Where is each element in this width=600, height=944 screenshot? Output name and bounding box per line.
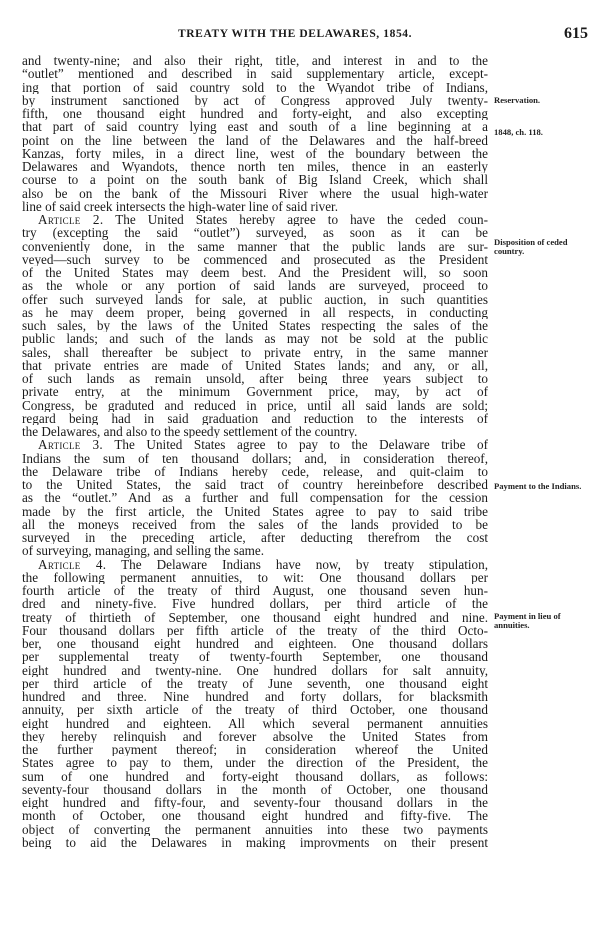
running-header xyxy=(0,25,600,48)
margin-note-payment-in-lieu-of-annuities: Payment in lieu of annuities. xyxy=(494,611,561,630)
text-line: Four thousand dollars per fifth article of the treaty of the third Octo- xyxy=(22,623,488,637)
treaty-body-text xyxy=(22,54,488,862)
text-line: States agree to pay to them, under the direction of the President, the xyxy=(22,756,488,770)
article-4-label: Article 4. xyxy=(38,557,107,571)
text-line: as the whole or any portion of said lands are surveyed, proceed to xyxy=(22,279,488,293)
article-2-first-line xyxy=(22,213,488,226)
page-number: 615 xyxy=(564,25,588,42)
text-line: Kanzas, forty miles, in a direct line, west of the boundary between the xyxy=(22,146,488,160)
article-3-opening-text: The United States agree to pay to the Delaware tribe of xyxy=(114,438,488,452)
text-line xyxy=(22,849,488,862)
text-line: by instrument sanctioned by act of Congress approved July twenty- xyxy=(22,93,488,107)
text-line: surveyed in the preceding article, after deducting therefrom the cost xyxy=(22,531,488,545)
text-line: such sales, by the laws of the United States respecting the sales of the xyxy=(22,319,488,333)
text-line: ing that portion of said country sold to the Wyandot tribe of Indians, xyxy=(22,80,488,94)
text-line: of surveying, managing, and selling the same. xyxy=(22,544,265,558)
text-line: as he may deem proper, being governed in all respects, in conducting xyxy=(22,305,488,319)
text-line: of the United States may deem best. And the President will, so soon xyxy=(22,266,488,280)
text-line: and twenty-nine; and also their right, title, and interest in and to the xyxy=(22,54,488,68)
text-line: “outlet” mentioned and described in said supplementary article, except- xyxy=(22,67,488,81)
text-line: made by the first article, the United States agree to pay to said tribe xyxy=(22,504,488,518)
text-line: offer such surveyed lands for sale, at public auction, in such quantities xyxy=(22,292,488,306)
text-line: try (excepting the said “outlet”) surveyed, as soon as it can be xyxy=(22,226,488,240)
text-line: of such lands as remain unsold, after being three years subject to xyxy=(22,372,488,386)
text-line: point on the line between the land of the Delawares and the half-breed xyxy=(22,133,488,147)
text-line: hundred and three. Nine hundred and forty dollars, for blacksmith xyxy=(22,690,488,704)
text-line: they hereby relinquish and forever absolve the United States from xyxy=(22,729,488,743)
text-line: the following permanent annuities, to wit: One thousand dollars per xyxy=(22,570,488,584)
text-line: object of converting the permanent annuities into these two payments xyxy=(22,822,488,836)
text-line: that part of said country lying east and south of a line beginning at a xyxy=(22,120,488,134)
article-2-label: Article 2. xyxy=(38,213,104,227)
text-line: line of said creek intersects the high-water line of said river. xyxy=(22,199,339,213)
text-line: per supplemental treaty of twenty-fourth September, one thousand xyxy=(22,650,488,664)
text-line: month of October, one thousand eight hundred and fifty-five. The xyxy=(22,809,488,823)
text-line: eight hundred and eighteen. All which several permanent annuities xyxy=(22,716,488,730)
margin-note-reservation: Reservation. xyxy=(494,95,541,105)
article-3-first-line xyxy=(22,438,488,451)
text-line: to the United States, the said tract of country hereinbefore described xyxy=(22,478,488,492)
text-line: being to aid the Delawares in making improvments on their present xyxy=(22,835,488,849)
text-line: eight hundred and twenty-nine. One hundred dollars for salt annuity, xyxy=(22,663,488,677)
margin-note-payment-to-indians: Payment to the Indians. xyxy=(494,481,582,491)
text-line: sales, shall thereafter be subject to private entry, in the same manner xyxy=(22,345,488,359)
text-line: course to a point on the south bank of Big Island Creek, which shall xyxy=(22,173,488,187)
text-line: all the moneys received from the sales of the lands provided to be xyxy=(22,517,488,531)
text-line: that private entries are made of United States lands; and any, or all, xyxy=(22,358,488,372)
article-4-opening-text: The Delaware Indians have now, by treaty stipulation, xyxy=(121,557,488,571)
text-line: Indians the sum of ten thousand dollars; and, in consideration thereof, xyxy=(22,451,488,465)
article-2-opening-text: The United States hereby agree to have the ceded coun- xyxy=(115,213,488,227)
text-line: fourth article of the treaty of third August, one thousand seven hun- xyxy=(22,584,488,598)
header-title: TREATY WITH THE DELAWARES, 1854. xyxy=(178,28,413,40)
text-line: public lands; and such of the lands as may not be sold at the public xyxy=(22,332,488,346)
text-line: ber, one thousand eight hundred and eighteen. One thousand dollars xyxy=(22,637,488,651)
text-line: seventy-four thousand dollars in the month of October, one thousand xyxy=(22,782,488,796)
text-line: Congress, be graduted and reduced in price, until all said lands are sold; xyxy=(22,398,488,412)
text-line: the Delawares, and also to the speedy settlement of the country. xyxy=(22,425,358,439)
text-line: regard being had in said graduation and reduction to the interests of xyxy=(22,411,488,425)
text-line: eight hundred and fifty-four, and seventy-four thousand dollars in the xyxy=(22,796,488,810)
article-4-first-line xyxy=(22,558,488,571)
text-line: veyed—such survey to be commenced and prosecuted as the President xyxy=(22,252,488,266)
text-line: fifth, one thousand eight hundred and forty-eight, and also excepting xyxy=(22,107,488,121)
text-line: the further payment thereof; in consideration whereof the United xyxy=(22,743,488,757)
article-3-label: Article 3. xyxy=(38,438,103,452)
margin-note-disposition-of-ceded-country: Disposition of ceded country. xyxy=(494,237,568,256)
text-line: as the “outlet.” And as a further and full compensation for the cession xyxy=(22,491,488,505)
text-line: sum of one hundred and forty-eight thousand dollars, as follows: xyxy=(22,769,488,783)
text-line: dred and ninety-five. Five hundred dollars, per third article of the xyxy=(22,597,488,611)
text-line: the Delaware tribe of Indians hereby cede, release, and quit-claim to xyxy=(22,464,488,478)
margin-note-statute-reference: 1848, ch. 118. xyxy=(494,127,543,137)
text-line: treaty of thirtieth of September, one thousand eight hundred and nine. xyxy=(22,610,488,624)
text-line: Delawares and Wyandots, thence north ten miles, thence in an easterly xyxy=(22,160,488,174)
text-line: private entry, at the minimum Government price, may, by act of xyxy=(22,385,488,399)
text-line: also be on the bank of the Missouri River where the usual high-water xyxy=(22,186,488,200)
text-line: annuity, per sixth article of the treaty of third October, one thousand xyxy=(22,703,488,717)
text-line: per third article of the treaty of June seventh, one thousand eight xyxy=(22,676,488,690)
text-line: conveniently done, in the same manner that the public lands are sur- xyxy=(22,239,488,253)
